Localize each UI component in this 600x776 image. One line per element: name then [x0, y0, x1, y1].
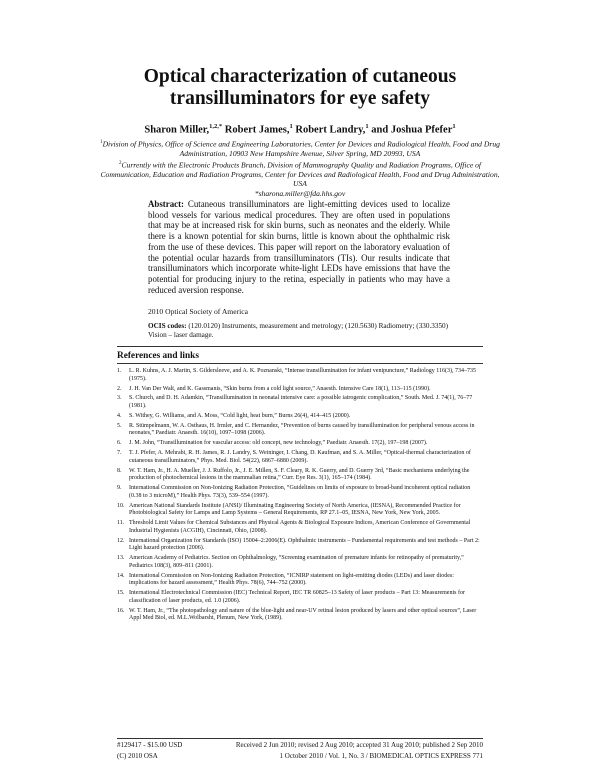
reference-item — [117, 608, 483, 623]
reference-text: S. Withey, G. Williams, and A. Moss, “Cold light, heat burn,” Burns 26(4), 414–415 (2000). — [129, 412, 351, 419]
reference-text: S. Church, and D. H. Adamkin, “Transillumination in neonatal intensive care: a possible iatrogenic complication,” South. Med. J. 74(1), 76–77 (1981). — [129, 395, 473, 409]
reference-number: 5. — [117, 422, 122, 429]
affiliations — [100, 138, 500, 199]
reference-item — [117, 468, 483, 483]
reference-item — [117, 395, 483, 410]
reference-number: 4. — [117, 412, 122, 419]
reference-item — [117, 590, 483, 605]
references-heading: References and links — [117, 351, 199, 361]
reference-item — [117, 555, 483, 570]
reference-item — [117, 538, 483, 553]
reference-number: 13. — [117, 555, 125, 562]
journal-citation: 1 October 2010 / Vol. 1, No. 3 / BIOMEDICAL OPTICS EXPRESS 771 — [279, 752, 483, 760]
reference-text: L. R. Kuhns, A. J. Martin, S. Gildersleeve, and A. K. Poznanski, “Intense transillumination for infant venipuncture,” Radiology 116(3), 734–735 (1975). — [129, 368, 477, 382]
reference-number: 12. — [117, 537, 125, 544]
reference-item — [117, 573, 483, 588]
reference-item — [117, 485, 483, 500]
reference-text: W. T. Ham, Jr., “The photopathology and nature of the blue-light and near-UV retinal lesion produced by lasers and other optical sources”, Laser Appl Med Biol, ed. M.L.Wolbarsht, Plenum, New York, (1989). — [129, 607, 477, 622]
title-line-2: transilluminators for eye safety — [169, 88, 431, 109]
reference-text: International Commission on Non-Ionizing Radiation Protection, “Guidelines on limits of exposure to broad-band incoherent optical radiation (0.38 to 3 microM),” Health Phys. 73(3), 539–554 (1997). — [129, 485, 471, 499]
author: and Joshua Pfefer — [371, 124, 453, 136]
reference-number: 8. — [117, 467, 122, 474]
reference-item — [117, 440, 483, 448]
reference-text: International Electrotechnical Commission (IEC) Technical Report, IEC TR 60825–13 Safety of laser products – Part 13: Measurements for classification of laser products, ed. 1.0 (2006). — [129, 590, 465, 604]
reference-text: T. J. Pfefer, A. Mehrabi, R. H. James, R. J. Landry, S. Weininger, I. Chang, D. Kaufman, and S. A. Miller, “Optical-thermal characterization of cutaneous transilluminators,” Phys. Med. Biol. 54(22), 6867–6880 (2009). — [129, 450, 471, 464]
reference-item — [117, 386, 483, 394]
author-email[interactable]: *sharona.miller@fda.hhs.gov — [254, 189, 346, 199]
reference-item — [117, 520, 483, 535]
reference-text: American National Standards Institute (ANSI)/ Illuminating Engineering Society of North America, (IESNA), Recommended Practice for Photobiological Safety for Lamps and Lamp Systems – General Requirements, RP 27.1–05, IESNA, New York, New York, 2005. — [129, 502, 461, 517]
author-sup: 1 — [289, 123, 293, 130]
affiliation-sup: 1 — [100, 140, 103, 145]
author-sup: 1 — [365, 123, 369, 130]
reference-number: 15. — [117, 590, 125, 597]
reference-number: 2. — [117, 385, 122, 392]
title-line-1: Optical characterization of cutaneous — [143, 66, 457, 87]
reference-item — [117, 423, 483, 438]
received-dates: Received 2 Jun 2010; revised 2 Aug 2010; accepted 31 Aug 2010; published 2 Sep 2010 — [235, 741, 483, 749]
reference-number: 6. — [117, 440, 122, 447]
reference-text: International Organization for Standards (ISO) 15004–2:2006(E). Ophthalmic instruments – Fundamental requirements and test methods – Part 2: Light hazard protection (2006). — [129, 537, 480, 552]
reference-text: Threshold Limit Values for Chemical Substances and Physical Agents & Biological Exposure Indices, American Conference of Governmental Industrial Hygienists (ACGIH), Cincinnati, Ohio, (2008). — [129, 520, 471, 534]
affiliation-sup: 2 — [118, 160, 122, 166]
reference-text: R. Stümpelmann, W. A. Osthaus, H. Irmler, and C. Hernandez, “Prevention of burns caused by transillumination for peripheral venous access in neonates,” Paediatr. Anaesth. 16(10), 1097–1098 (2006). — [129, 422, 475, 437]
reference-text: J. H. Van Der Walt, and K. Gassmanis, “Skin burns from a cold light source,” Anaesth. Intensive Care 18(1), 113–115 (1990). — [129, 385, 431, 392]
paper-title — [0, 66, 600, 110]
reference-text: J. M. John, “Transillumination for vascular access: old concept, new technology,” Paediatr. Anaesth. 17(2), 197–198 (2007). — [129, 440, 428, 447]
reference-text: W. T. Ham, Jr., H. A. Mueller, J. J. Ruffolo, Jr., J. E. Millen, S. F. Cleary, R. K. Guerry, and D. Guerry 3rd, “Basic mechanisms underlying the production of photochemical lesions in the mammalian retina,” Curr. Eye Res. 3(1), 165–174 (1984). — [129, 467, 470, 482]
reference-number: 1. — [117, 368, 122, 374]
reference-number: 16. — [117, 607, 125, 614]
ocis-label: OCIS codes: — [148, 322, 187, 330]
reference-item — [117, 503, 483, 518]
reference-item — [117, 450, 483, 465]
section-divider — [117, 363, 483, 364]
section-divider — [117, 346, 483, 347]
affiliation-1 — [100, 138, 500, 159]
reference-text: International Commission on Non-Ionizing Radiation Protection, “ICNIRP statement on light-emitting diodes (LEDs) and laser diodes: implications for hazard assessment,” Health Phys. 78(6), 744–752 (2000). — [129, 572, 454, 587]
reference-number: 14. — [117, 572, 125, 579]
reference-number: 7. — [117, 450, 122, 457]
reference-number: 10. — [117, 502, 125, 509]
footer-divider — [117, 738, 483, 739]
affiliation-text: Division of Physics, Office of Science and Engineering Laboratories, Center for Devices and Radiological Health, Food and Drug Administration, 10903 New Hampshire Avenue, Silver Spring, MD 20993, USA — [102, 139, 500, 159]
affiliation-2 — [100, 159, 500, 189]
reference-item — [117, 413, 483, 421]
ocis-codes — [148, 322, 450, 340]
author-list — [0, 123, 600, 136]
reference-number: 11. — [117, 520, 125, 527]
abstract-copyright: 2010 Optical Society of America — [148, 307, 248, 316]
abstract-label: Abstract: — [148, 199, 184, 209]
osa-copyright: (C) 2010 OSA — [117, 752, 158, 760]
reference-text: American Academy of Pediatrics. Section on Ophthalmology, “Screening examination of premature infants for retinopathy of prematurity,” Pediatrics 108(3), 809–811 (2001). — [129, 555, 464, 569]
reference-number: 9. — [117, 485, 122, 492]
abstract-text: Cutaneous transilluminators are light-emitting devices used to localize blood vessels for various medical procedures. They are often used in populations that may be at increased risk for skin burns, such as neonates and the elderly. While there is a known potential for skin burns, little is known about the ophthalmic risk from the use of these devices. This paper will report on the laboratory evaluation of the potential ocular hazards from transilluminators (TIs). Our results indicate that transilluminators which incorporate white-light LEDs have emissions that have the potential for producing injury to the retina, especially in patients who may have a reduced aversion response. — [148, 199, 450, 295]
reference-number: 3. — [117, 395, 122, 402]
affiliation-text: Currently with the Electronic Products Branch, Division of Mammography Quality and Radiation Programs, Office of Communication, Education and Radiation Programs, Center for Devices and Radiological Health, Food and Drug Administration, USA — [100, 160, 500, 189]
ocis-text: (120.0120) Instruments, measurement and metrology; (120.5630) Radiometry; (330.3350) Vision – laser damage. — [148, 322, 449, 339]
reference-item — [117, 368, 483, 383]
author-sup: 1 — [452, 123, 456, 130]
author-sup: 1,2,* — [209, 123, 223, 130]
abstract — [148, 199, 450, 295]
reference-list — [117, 368, 483, 625]
article-id-price: #129417 - $15.00 USD — [117, 741, 183, 749]
author: Sharon Miller, — [144, 124, 210, 136]
author: Robert Landry, — [295, 124, 366, 136]
author: Robert James, — [224, 124, 290, 136]
